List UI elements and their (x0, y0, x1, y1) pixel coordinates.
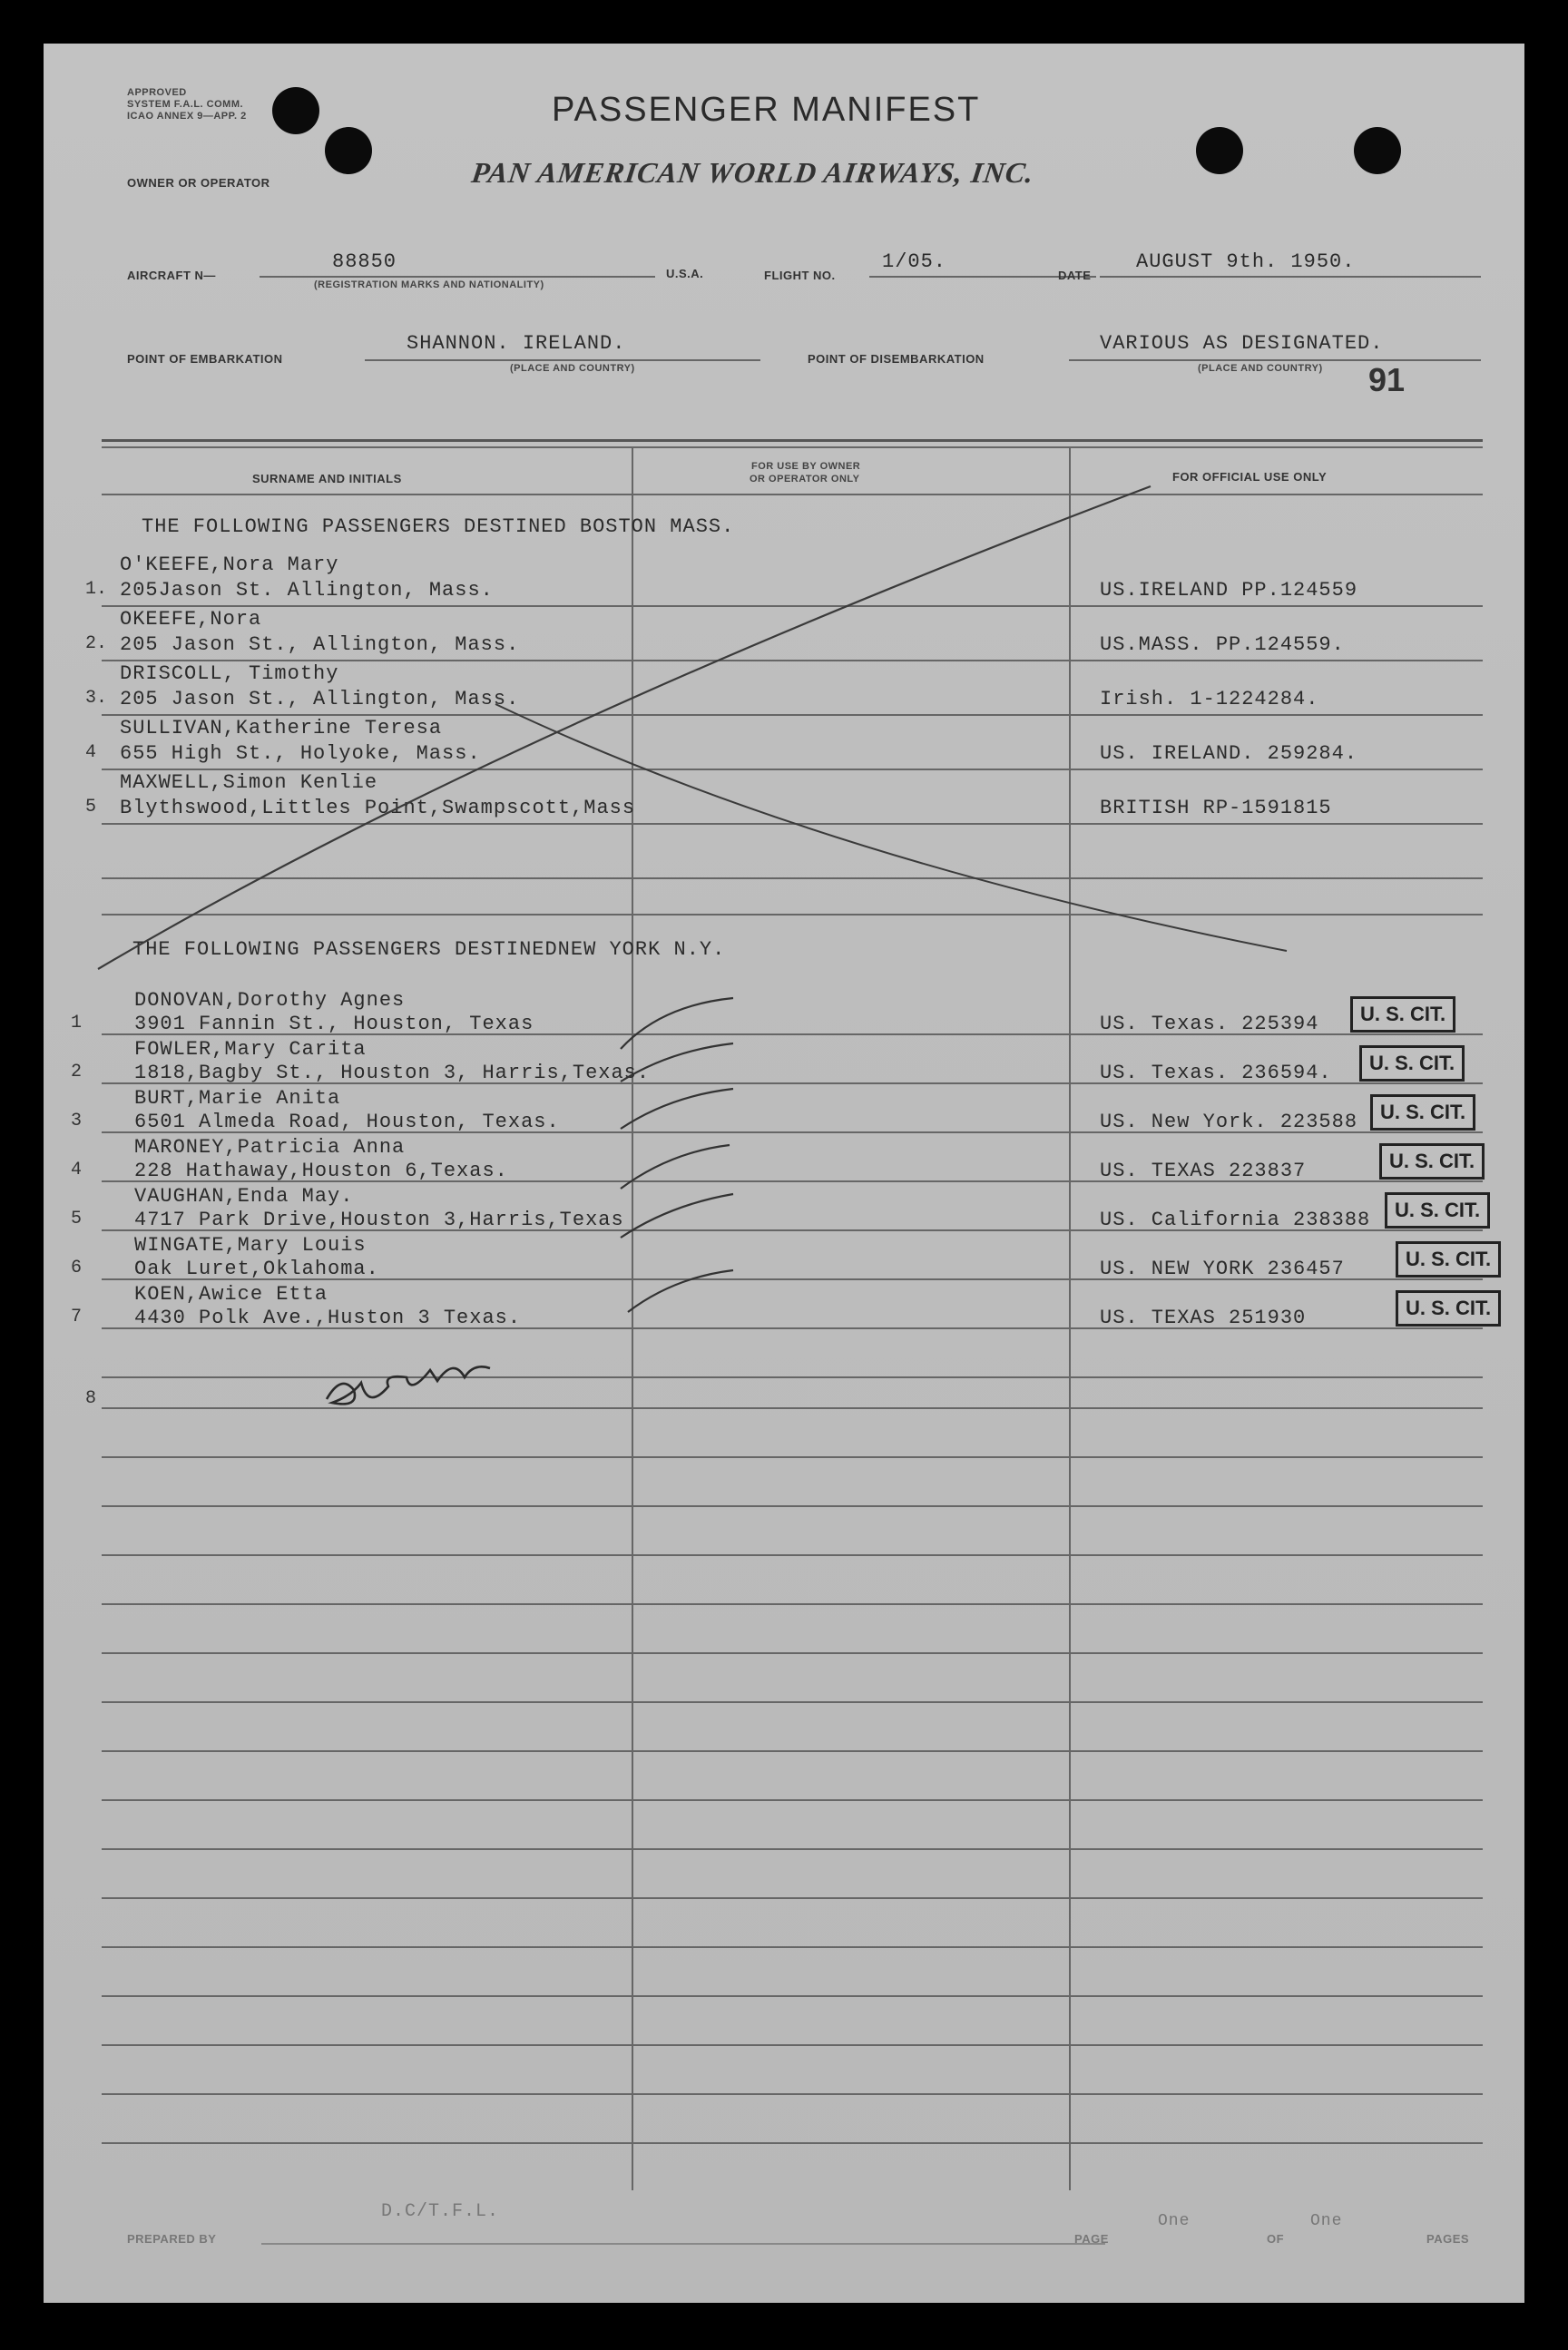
airline-name: PAN AMERICAN WORLD AIRWAYS, INC. (469, 156, 1037, 189)
passenger-address: Oak Luret,Oklahoma. (134, 1258, 379, 1280)
passenger-name: BURT,Marie Anita (134, 1087, 341, 1110)
passenger-name: MARONEY,Patricia Anna (134, 1136, 406, 1159)
embark-underline (365, 359, 760, 361)
flight-label: FLIGHT NO. (764, 269, 836, 282)
us-citizen-stamp: U. S. CIT. (1396, 1241, 1501, 1278)
passenger-number: 3. (85, 688, 108, 709)
official-entry: US. Texas. 236594. (1100, 1062, 1332, 1084)
date-underline (1100, 276, 1481, 278)
punch-hole-right-1 (1196, 127, 1243, 174)
table-top-rule-1 (102, 439, 1483, 442)
embark-sub: (PLACE AND COUNTRY) (510, 363, 635, 374)
passenger-number: 5 (85, 797, 97, 818)
passenger-name: KOEN,Awice Etta (134, 1283, 328, 1306)
aircraft-sub: (REGISTRATION MARKS AND NATIONALITY) (314, 279, 544, 290)
approved-line-2: SYSTEM F.A.L. COMM. (127, 99, 244, 110)
passenger-number: 4 (85, 742, 97, 763)
passenger-address: 3901 Fannin St., Houston, Texas (134, 1013, 534, 1035)
passenger-name: SULLIVAN,Katherine Teresa (120, 717, 443, 739)
footer-initials: D.C/T.F.L. (381, 2201, 500, 2222)
official-entry: US. California 238388 (1100, 1209, 1371, 1231)
passenger-name: O'KEEFE,Nora Mary (120, 553, 339, 576)
passenger-address: 205Jason St. Allington, Mass. (120, 579, 494, 602)
prepared-by-label: PREPARED BY (127, 2232, 217, 2246)
passenger-name: DRISCOLL, Timothy (120, 662, 339, 685)
approved-line-1: APPROVED (127, 87, 187, 98)
tick-marks (621, 998, 733, 1312)
passenger-name: MAXWELL,Simon Kenlie (120, 771, 378, 794)
passenger-name: DONOVAN,Dorothy Agnes (134, 989, 406, 1012)
owner-label: OWNER OR OPERATOR (127, 176, 270, 190)
punch-hole-left-2 (325, 127, 372, 174)
punch-hole-left-1 (272, 87, 319, 134)
date-value: AUGUST 9th. 1950. (1136, 250, 1356, 273)
manifest-page (44, 44, 1524, 2303)
column-header-official: FOR OFFICIAL USE ONLY (1172, 470, 1328, 484)
passenger-number: 2 (71, 1062, 83, 1082)
column-header-rule (102, 494, 1483, 495)
page-mark: 91 (1368, 361, 1406, 398)
embark-label: POINT OF EMBARKATION (127, 352, 283, 366)
passenger-number: 7 (71, 1307, 83, 1327)
aircraft-value: 88850 (332, 250, 397, 273)
punch-hole-right-2 (1354, 127, 1401, 174)
passenger-number: 1. (85, 579, 108, 600)
date-label: DATE (1058, 269, 1092, 282)
column-divider-1 (632, 446, 633, 2190)
us-citizen-stamp: U. S. CIT. (1385, 1192, 1490, 1229)
passenger-number: 2. (85, 633, 108, 654)
official-entry: US. Texas. 225394 (1100, 1013, 1319, 1035)
official-entry: BRITISH RP-1591815 (1100, 797, 1332, 819)
us-citizen-stamp: U. S. CIT. (1396, 1290, 1501, 1327)
column-header-owner-l1: FOR USE BY OWNER (751, 461, 861, 472)
disembark-value: VARIOUS AS DESIGNATED. (1100, 332, 1384, 355)
passenger-address: 1818,Bagby St., Houston 3, Harris,Texas. (134, 1062, 651, 1084)
passenger-name: WINGATE,Mary Louis (134, 1234, 367, 1257)
signature-scribble (327, 1366, 490, 1404)
passenger-address: 4717 Park Drive,Houston 3,Harris,Texas (134, 1209, 624, 1231)
official-entry: US. New York. 223588 (1100, 1111, 1358, 1133)
column-divider-2 (1069, 446, 1071, 2190)
disembark-sub: (PLACE AND COUNTRY) (1198, 363, 1323, 374)
page-total: One (1310, 2212, 1343, 2230)
pages-label: PAGES (1426, 2232, 1470, 2246)
group2-heading: THE FOLLOWING PASSENGERS DESTINEDNEW YORK N.Y. (132, 938, 726, 961)
passenger-address: 6501 Almeda Road, Houston, Texas. (134, 1111, 560, 1133)
us-citizen-stamp: U. S. CIT. (1350, 996, 1455, 1033)
passenger-number: 6 (71, 1258, 83, 1278)
passenger-number: 1 (71, 1013, 83, 1033)
cross-out-stroke-2 (495, 704, 1287, 951)
passenger-number: 3 (71, 1111, 83, 1131)
official-entry: US. TEXAS 251930 (1100, 1307, 1307, 1329)
aircraft-underline (260, 276, 655, 278)
of-label: OF (1267, 2232, 1285, 2246)
official-entry: Irish. 1-1224284. (1100, 688, 1319, 710)
passenger-name: OKEEFE,Nora (120, 608, 262, 631)
passenger-address: 228 Hathaway,Houston 6,Texas. (134, 1160, 508, 1182)
passenger-address: 205 Jason St., Allington, Mass. (120, 633, 520, 656)
approved-line-3: ICAO ANNEX 9—APP. 2 (127, 111, 247, 122)
passenger-number: 4 (71, 1160, 83, 1180)
prepared-by-underline (261, 2243, 1105, 2245)
official-entry: US.IRELAND PP.124559 (1100, 579, 1358, 602)
page-label: PAGE (1074, 2232, 1109, 2246)
passenger-name: VAUGHAN,Enda May. (134, 1185, 354, 1208)
nationality: U.S.A. (666, 267, 704, 280)
page-number: One (1158, 2212, 1191, 2230)
table-top-rule-2 (102, 446, 1483, 448)
passenger-name: FOWLER,Mary Carita (134, 1038, 367, 1061)
embark-value: SHANNON. IRELAND. (407, 332, 626, 355)
flight-value: 1/05. (882, 250, 947, 273)
us-citizen-stamp: U. S. CIT. (1379, 1143, 1485, 1180)
official-entry: US. TEXAS 223837 (1100, 1160, 1307, 1182)
column-header-surname: SURNAME AND INITIALS (252, 472, 402, 485)
official-entry: US. IRELAND. 259284. (1100, 742, 1358, 765)
disembark-underline (1069, 359, 1481, 361)
official-entry: US.MASS. PP.124559. (1100, 633, 1345, 656)
column-header-owner-l2: OR OPERATOR ONLY (750, 474, 860, 485)
passenger-address: 4430 Polk Ave.,Huston 3 Texas. (134, 1307, 522, 1329)
official-entry: US. NEW YORK 236457 (1100, 1258, 1345, 1280)
passenger-address: 655 High St., Holyoke, Mass. (120, 742, 481, 765)
row-8-number: 8 (85, 1388, 97, 1409)
group1-heading: THE FOLLOWING PASSENGERS DESTINED BOSTON MASS. (142, 515, 735, 538)
passenger-address: 205 Jason St., Allington, Mass. (120, 688, 520, 710)
us-citizen-stamp: U. S. CIT. (1359, 1045, 1465, 1082)
passenger-number: 5 (71, 1209, 83, 1229)
disembark-label: POINT OF DISEMBARKATION (808, 352, 985, 366)
passenger-address: Blythswood,Littles Point,Swampscott,Mass (120, 797, 636, 819)
us-citizen-stamp: U. S. CIT. (1370, 1094, 1475, 1131)
page-title: PASSENGER MANIFEST (552, 91, 981, 129)
aircraft-label: AIRCRAFT N— (127, 269, 216, 282)
